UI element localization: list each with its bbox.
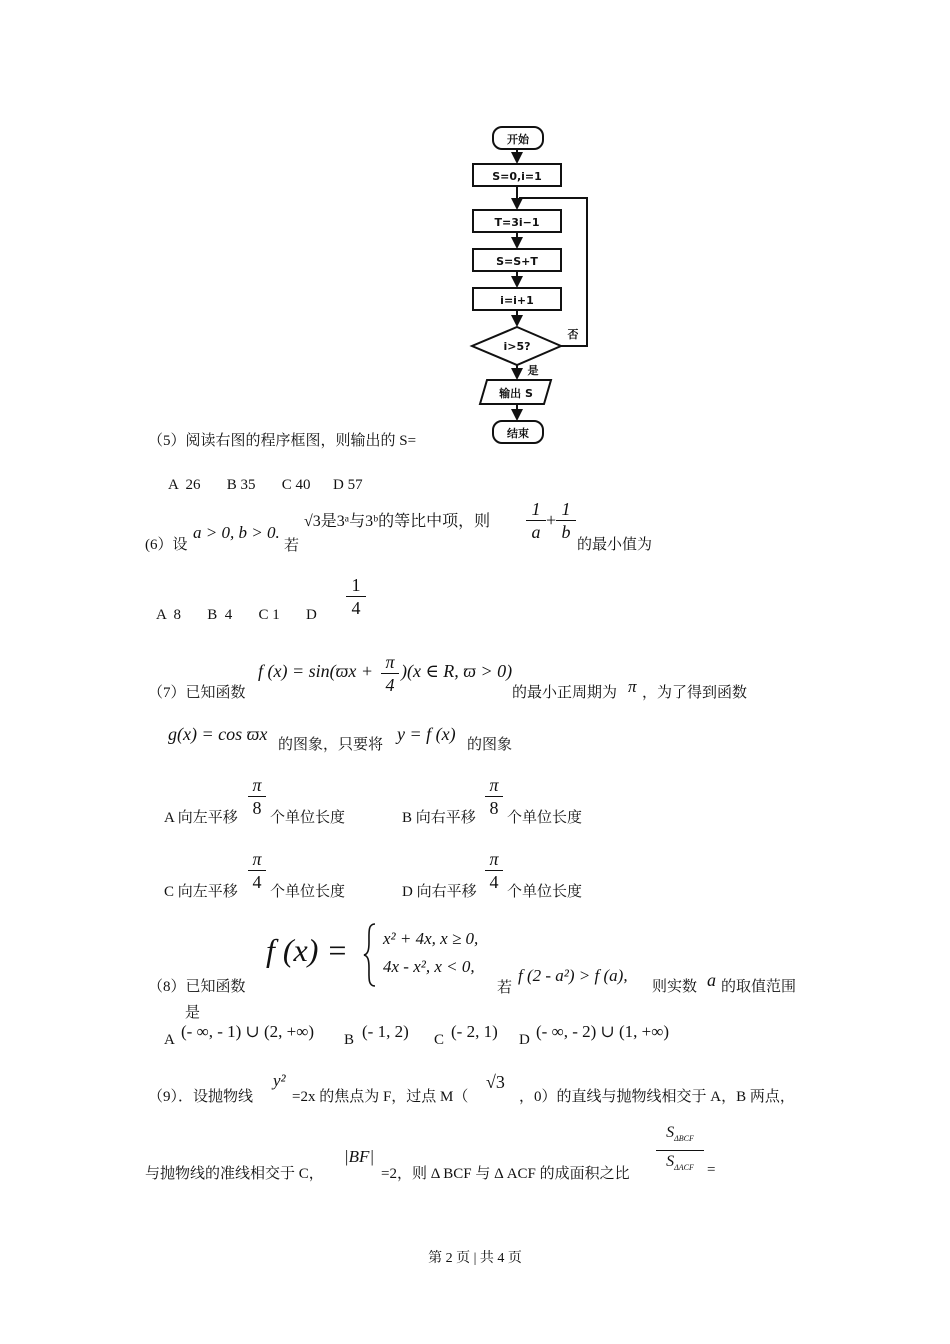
q9-line2-b: =2，则 Δ BCF 与 Δ ACF 的成面积之比 [381, 1166, 630, 1182]
q8-option-a-label: A [164, 1032, 175, 1048]
flowchart [460, 120, 600, 450]
q6-option-d-num: 1 [346, 574, 366, 597]
flow-end-label: 结束 [507, 427, 529, 440]
q7-option-c-num: π [248, 848, 266, 871]
q7-option-c-frac [248, 848, 266, 893]
q6-frac-1a-den: a [531, 522, 541, 542]
q8-var-a: a [707, 970, 716, 990]
q6-frac-1a [526, 498, 546, 543]
q7-option-b-unit: 个单位长度 [507, 810, 583, 826]
q9-ratio-den [656, 1151, 704, 1179]
q6-statement: √3是3ᵃ与3ᵇ的等比中项，则 [304, 513, 491, 530]
q6-frac-1b-num: 1 [556, 498, 576, 521]
q6-prefix: (6）设 [145, 537, 188, 553]
q8-case1: x² + 4x, x ≥ 0, [383, 929, 479, 948]
q6-frac-1b [556, 498, 576, 543]
flow-output-label: 输出 S [499, 387, 533, 400]
q6-condition: a > 0, b > 0. [193, 523, 280, 542]
q7-line2-end: 的图象 [467, 737, 513, 753]
q7-option-a-frac [248, 774, 266, 819]
q7-option-a-den: 8 [252, 798, 262, 818]
flow-step-i-label: i=i+1 [500, 294, 534, 307]
q8-option-b: (- 1, 2) [362, 1022, 409, 1041]
q9-ratio-num [656, 1122, 704, 1151]
q9-tail: ，0）的直线与抛物线相交于 A，B 两点， [519, 1089, 795, 1105]
flow-step-s-label: S=S+T [496, 255, 538, 268]
q7-pi-num: π [381, 651, 399, 674]
q7-option-a-unit: 个单位长度 [270, 810, 346, 826]
q8-option-a: (- ∞, - 1) ∪ (2, +∞) [181, 1022, 315, 1041]
q6-frac-1a-num: 1 [526, 498, 546, 521]
q8-fx: f (x) = [266, 932, 348, 968]
q7-option-a: A 向左平移 [164, 810, 238, 826]
q7-option-b-frac [485, 774, 503, 819]
q8-ruo: 若 [497, 980, 513, 996]
q7-option-a-num: π [248, 774, 266, 797]
page-footer: 第 2 页 | 共 4 页 [428, 1251, 522, 1266]
q5-stem: （5）阅读右图的程序框图，则输出的 S= [148, 433, 417, 449]
q6-tail: 的最小值为 [577, 537, 653, 553]
q8-shi: 是 [185, 1005, 201, 1021]
q9-y2: y² [273, 1071, 286, 1090]
q7-line2-mid: 的图象，只要将 [278, 737, 384, 753]
q8-condition: f (2 - a²) > f (a), [518, 966, 628, 985]
q7-prefix: （7）已知函数 [148, 685, 246, 701]
q7-option-c-unit: 个单位长度 [270, 884, 346, 900]
q6-option-d-den: 4 [351, 598, 361, 618]
flow-step-t-label: T=3i−1 [494, 216, 540, 229]
q7-pi: π [628, 677, 637, 696]
q9-ratio-num-sub: ΔBCF [674, 1134, 694, 1144]
q7-pi-den: 4 [385, 675, 395, 695]
q8-prefix: （8）已知函数 [148, 979, 246, 995]
q7-option-b-num: π [485, 774, 503, 797]
q6-option-d-frac [346, 574, 366, 619]
q8-option-c-label: C [434, 1032, 445, 1048]
q7-tail2: ，为了得到函数 [642, 685, 748, 701]
q7-option-d-frac [485, 848, 503, 893]
q8-option-b-label: B [344, 1032, 355, 1048]
q7-option-b-den: 8 [489, 798, 499, 818]
q9-sqrt3: √3 [486, 1072, 505, 1092]
q7-y-func: y = f (x) [397, 724, 456, 744]
flow-condition-label: i>5? [503, 340, 531, 353]
flow-init-label: S=0,i=1 [492, 170, 542, 183]
q7-tail: 的最小正周期为 [512, 685, 618, 701]
q9-line2-a: 与抛物线的准线相交于 C， [145, 1166, 324, 1182]
flow-start-label: 开始 [507, 133, 529, 146]
q7-func-right: )(x ∈ R, ϖ > 0) [401, 661, 513, 681]
q9-eq: = [707, 1162, 716, 1178]
q8-tail: 则实数 [652, 979, 698, 995]
q8-brace [362, 922, 378, 988]
q9-ratio-num-s: S [666, 1124, 675, 1141]
q7-g-func: g(x) = cos ϖx [168, 724, 268, 744]
q8-option-d-label: D [519, 1032, 530, 1048]
q8-tail2: 的取值范围 [721, 979, 797, 995]
q7-func-left: f (x) = sin(ϖx + [258, 661, 373, 681]
q7-option-b: B 向右平移 [402, 810, 476, 826]
q5-options: A 26 B 35 C 40 D 57 [168, 477, 363, 493]
q9-ratio [656, 1122, 704, 1179]
q7-option-d-den: 4 [489, 872, 499, 892]
q6-options: A 8 B 4 C 1 D [156, 607, 317, 623]
q6-frac-1b-den: b [561, 522, 571, 542]
q7-option-c-den: 4 [252, 872, 262, 892]
q9-prefix: （9）．设抛物线 [148, 1089, 254, 1105]
q9-bf: |BF| [344, 1147, 375, 1166]
q7-option-c: C 向左平移 [164, 884, 238, 900]
flow-no-label: 否 [567, 328, 579, 341]
q7-option-d-num: π [485, 848, 503, 871]
q6-ruo: 若 [284, 538, 300, 554]
q7-option-d-unit: 个单位长度 [507, 884, 583, 900]
q8-case2: 4x - x², x < 0, [383, 957, 475, 976]
flow-yes-label: 是 [527, 364, 539, 377]
q8-option-d: (- ∞, - 2) ∪ (1, +∞) [536, 1022, 670, 1041]
q9-mid: =2x 的焦点为 F，过点 M（ [292, 1089, 469, 1105]
q7-pi-frac [381, 651, 399, 696]
q7-option-d: D 向右平移 [402, 884, 477, 900]
q9-ratio-den-s: S [666, 1153, 675, 1171]
q9-ratio-den-sub: ΔACF [674, 1163, 694, 1173]
q8-option-c: (- 2, 1) [451, 1022, 498, 1041]
q6-plus: + [546, 510, 557, 530]
